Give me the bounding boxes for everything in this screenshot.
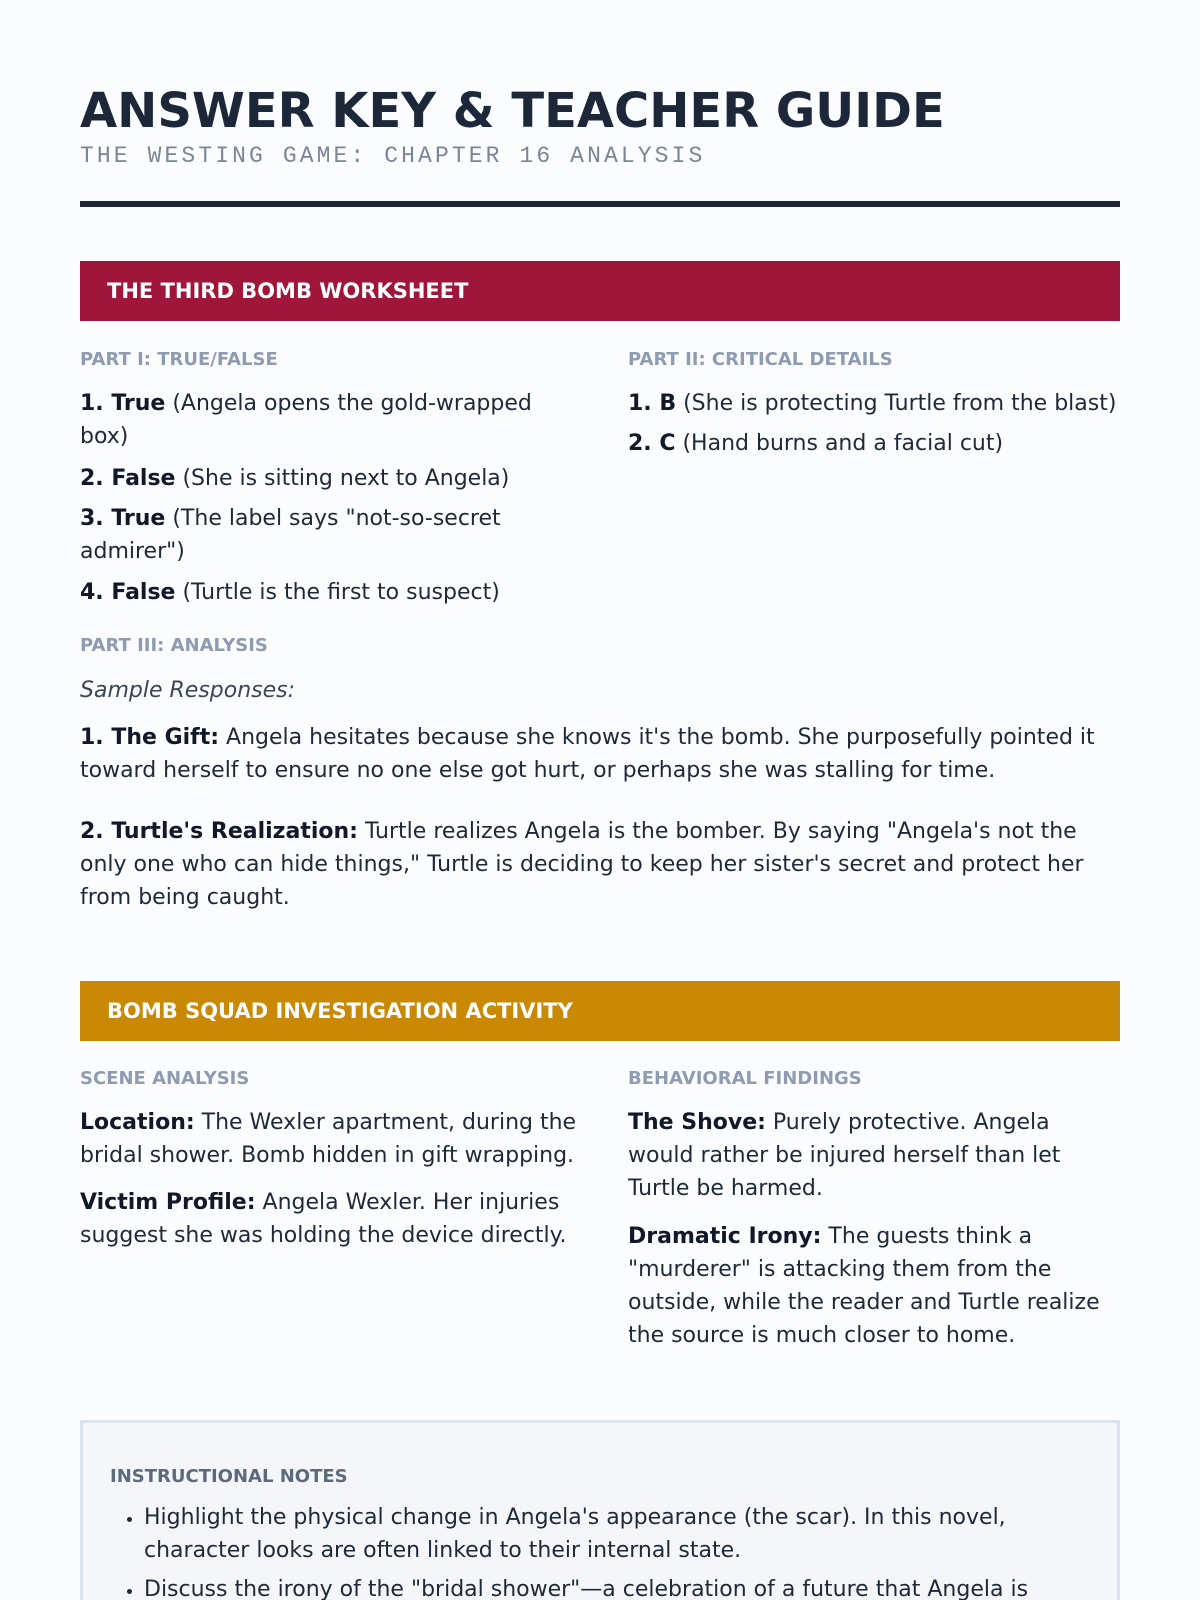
header-divider [80,201,1120,207]
answer-key: 2. C [628,431,676,456]
analysis-response [80,815,1100,914]
answer-explanation: (The label says "not-so-secret admirer") [80,506,501,564]
answer-explanation: (Hand burns and a facial cut) [675,431,1004,456]
finding-text: The guests think a "murderer" is attacking them from the outside, while the reader and Turtle realize the source is much closer to home. [628,1224,1100,1348]
note-item: • Highlight the physical change in Angela's appearance (the scar). In this novel, character looks are often linked to their internal state. [144,1501,1104,1567]
answer-explanation: (She is protecting Turtle from the blast) [676,391,1117,416]
scene-analysis-label: SCENE ANALYSIS [80,1068,250,1089]
sample-responses-label: Sample Responses: [80,678,296,703]
response-heading: 1. The Gift: [80,725,220,750]
investigation-banner: BOMB SQUAD INVESTIGATION ACTIVITY [80,981,1120,1041]
findings-item [628,1220,1120,1352]
behavioral-findings-label: BEHAVIORAL FINDINGS [628,1068,862,1089]
analysis-response [80,721,1100,787]
answer-explanation: (Turtle is the first to suspect) [175,580,500,605]
finding-heading: Victim Profile: [80,1190,256,1215]
answer-key: 4. False [80,580,176,605]
note-item: • Discuss the irony of the "bridal shower"—a celebration of a future that Angela is [144,1573,1104,1600]
part3-label: PART III: ANALYSIS [80,635,268,656]
part1-item [80,387,580,453]
answer-key: 1. B [628,391,677,416]
finding-text: Angela Wexler. Her injuries suggest she was holding the device directly. [80,1190,567,1248]
page-title: ANSWER KEY & TEACHER GUIDE [80,83,945,139]
finding-heading: Dramatic Irony: [628,1224,822,1249]
part1-item [80,502,580,568]
page-subtitle: THE WESTING GAME: CHAPTER 16 ANALYSIS [80,143,706,169]
answer-key: 1. True [80,391,166,416]
answer-explanation: (She is sitting next to Angela) [175,466,510,491]
notes-list [110,1501,1104,1600]
findings-item [628,1106,1120,1205]
part1-item [80,462,580,495]
answer-explanation: (Angela opens the gold-wrapped box) [80,391,532,449]
scene-item [80,1106,580,1172]
part2-label: PART II: CRITICAL DETAILS [628,349,893,370]
part1-label: PART I: TRUE/FALSE [80,349,278,370]
answer-key: 2. False [80,466,176,491]
part2-item [628,387,1120,420]
response-heading: 2. Turtle's Realization: [80,819,358,844]
finding-heading: Location: [80,1110,195,1135]
instructional-notes-label: INSTRUCTIONAL NOTES [110,1466,348,1487]
part2-item [628,427,1120,460]
worksheet-banner: THE THIRD BOMB WORKSHEET [80,261,1120,321]
response-text: Turtle realizes Angela is the bomber. By saying "Angela's not the only one who can hide things," Turtle is deciding to keep her sister's secret and protect her from being caught. [80,819,1084,910]
scene-item [80,1186,580,1252]
instructional-notes-box [80,1420,1120,1600]
finding-heading: The Shove: [628,1110,766,1135]
answer-key: 3. True [80,506,166,531]
response-text: Angela hesitates because she knows it's the bomb. She purposefully pointed it toward herself to ensure no one else got hurt, or perhaps she was stalling for time. [80,725,1095,783]
part1-item [80,576,580,609]
finding-text: The Wexler apartment, during the bridal shower. Bomb hidden in gift wrapping. [80,1110,577,1168]
finding-text: Purely protective. Angela would rather be injured herself than let Turtle be harmed. [628,1110,1061,1201]
